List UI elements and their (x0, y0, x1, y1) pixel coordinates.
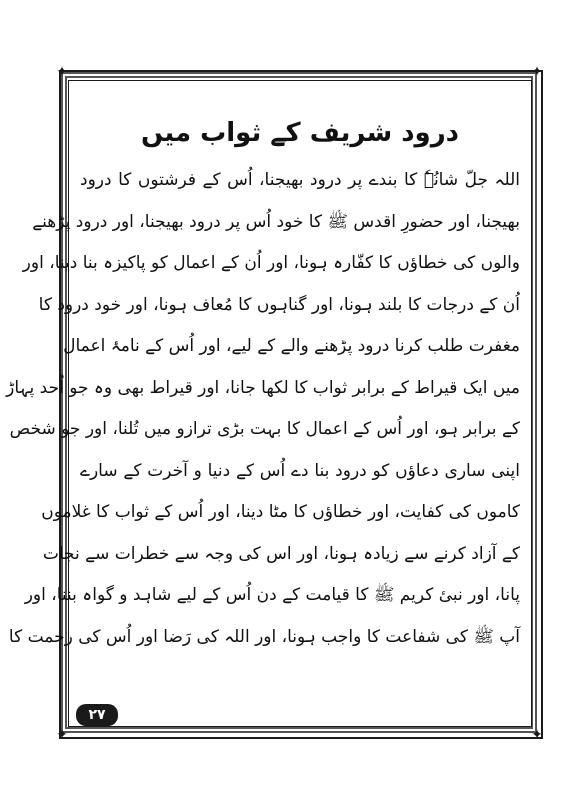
corner-ornament-bottom-right: ✦ (531, 727, 543, 743)
text-line: بھیجنا، اور حضورِ اقدس ﷺ کا خود اُس پر درود بھیجنا، اور درود پڑھنے (32, 211, 520, 232)
text-line: والوں کی خطاؤں کا کفّارہ ہونا، اور اُن کے اعمال کو پاکیزہ بنا دینا، اور (22, 253, 520, 273)
text-line: اللہ جلّ شانُہٗ کا بندے پر درود بھیجنا، اُس کے فرشتوں کا درود (80, 170, 520, 190)
text-line: کے برابر ہو، اور اُس کے اعمال کا بہت بڑی ترازو میں تُلنا، اور جو شخص (9, 419, 520, 439)
text-line: میں ایک قیراط کے برابر ثواب کا لکھا جانا، اور قیراط بھی وہ جو اُحد پہاڑ (6, 377, 520, 398)
text-line: اُن کے درجات کا بلند ہونا، اور گناہوں کا مُعاف ہونا، اور خود درود کا (38, 294, 520, 315)
text-line: پانا، اور نبیٔ کریم ﷺ کا قیامت کے دن اُس کے لیے شاہد و گواہ بننا، اور (24, 585, 520, 605)
text-line: کاموں کی کفایت، اور خطاؤں کا مٹا دینا، اور اُس کے ثواب کا غلاموں (41, 502, 520, 522)
corner-ornament-top-left: ✦ (56, 64, 68, 80)
corner-ornament-top-right: ✦ (531, 64, 543, 80)
text-line: اپنی ساری دعاؤں کو درود بنا دے اُس کے دنیا و آخرت کے سارے (80, 460, 520, 481)
text-line: آپ ﷺ کی شفاعت کا واجب ہونا، اور اللہ کی رَضا اور اُس کی رحمت کا (8, 626, 520, 647)
text-line: کے آزاد کرنے سے زیادہ ہونا، اور اس کی وجہ سے خطرات سے نجات (42, 543, 520, 564)
page-heading: درود شریف کے ثواب میں (140, 118, 460, 148)
page-content (6, 118, 520, 718)
page-number: ۲۷ (76, 704, 118, 726)
text-line: مغفرت طلب کرنا درود پڑھنے والے کے لیے، اور اُس کے نامۂ اعمال (63, 336, 520, 356)
body-text (6, 160, 520, 658)
corner-ornament-bottom-left: ✦ (56, 727, 68, 743)
